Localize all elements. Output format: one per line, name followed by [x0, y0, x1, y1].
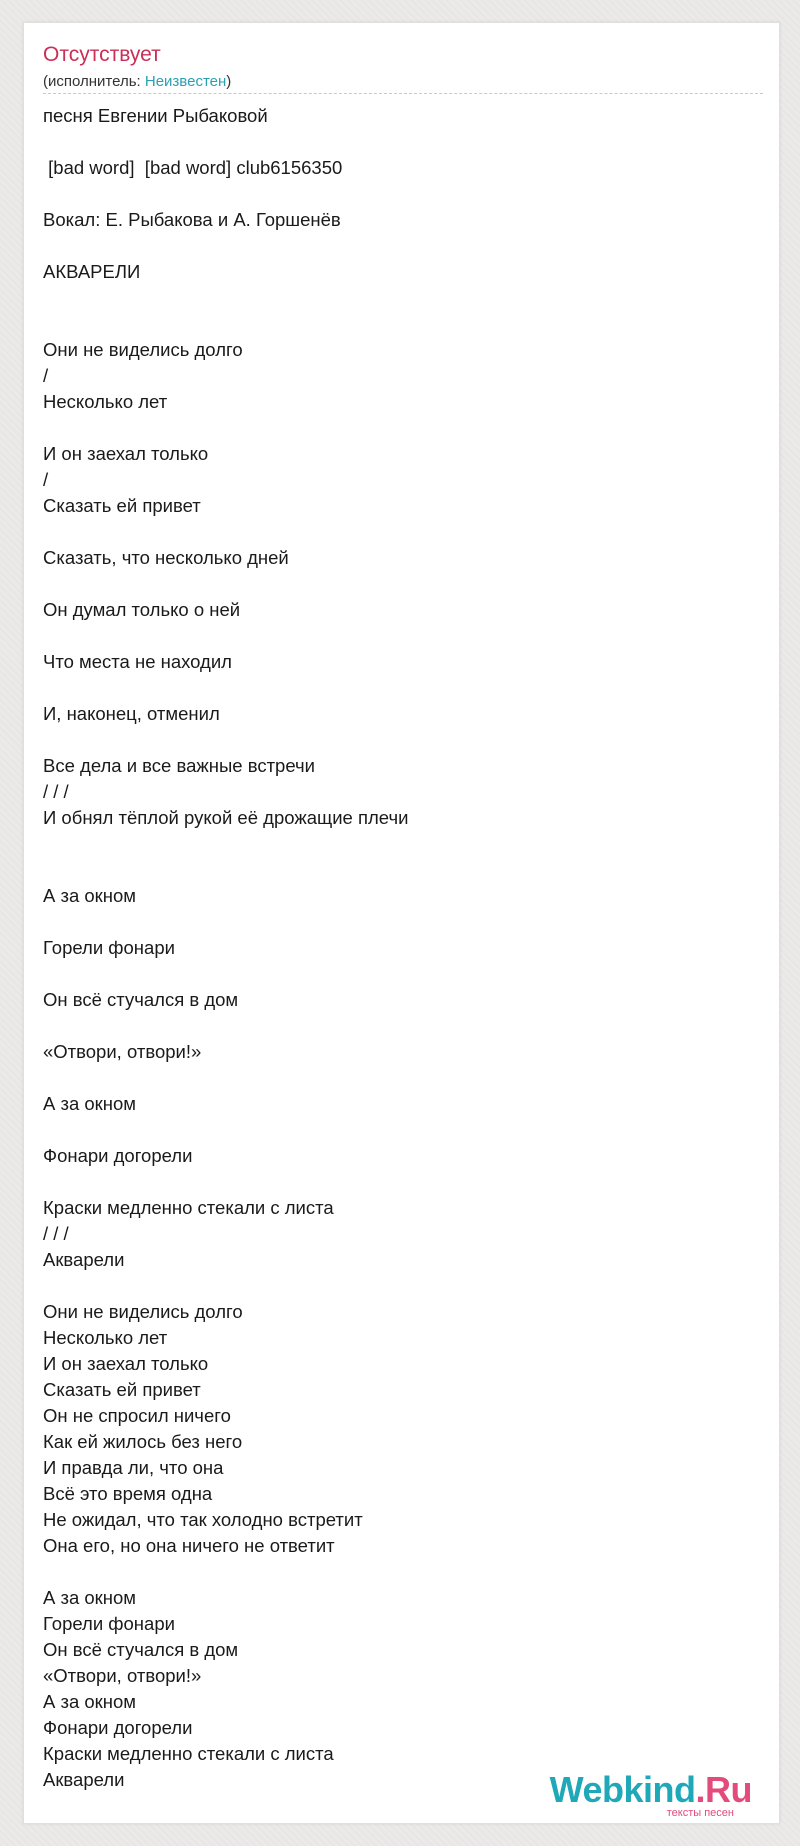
- lyric-line: / / /: [43, 781, 69, 802]
- site-logo[interactable]: [549, 1769, 780, 1820]
- lyric-line: /: [43, 365, 49, 386]
- lyric-line: [43, 1065, 763, 1091]
- lyric-line: Несколько лет: [43, 391, 168, 412]
- lyric-line: И, наконец, отменил: [43, 703, 220, 724]
- lyric-line: А за окном: [43, 885, 136, 906]
- lyric-line: Он всё стучался в дом: [43, 989, 239, 1010]
- lyric-line: Как ей жилось без него: [43, 1431, 243, 1452]
- lyric-line: [43, 1013, 763, 1039]
- lyric-line: Фонари догорели: [43, 1145, 193, 1166]
- lyric-line: Они не виделись долго: [43, 339, 243, 360]
- divider: [43, 93, 763, 94]
- lyric-line: Не ожидал, что так холодно встретит: [43, 1509, 363, 1530]
- lyric-line: Краски медленно стекали с листа: [43, 1197, 334, 1218]
- artist-line: [43, 73, 231, 90]
- lyric-line: Фонари догорели: [43, 1717, 193, 1738]
- logo-tagline: тексты песен: [666, 1807, 734, 1819]
- lyric-line: Несколько лет: [43, 1327, 168, 1348]
- lyric-line: [43, 1169, 763, 1195]
- lyric-line: Она его, но она ничего не ответит: [43, 1535, 335, 1556]
- lyric-line: [43, 857, 763, 883]
- lyric-line: [bad word] [bad word] club6156350: [43, 157, 343, 178]
- song-title: Отсутствует: [43, 43, 161, 66]
- lyric-line: [43, 285, 763, 311]
- lyric-line: Все дела и все важные встречи: [43, 755, 315, 776]
- lyric-line: И правда ли, что она: [43, 1457, 224, 1478]
- lyric-line: Что места не находил: [43, 651, 232, 672]
- lyric-line: И он заехал только: [43, 443, 209, 464]
- lyric-line: Краски медленно стекали с листа: [43, 1743, 334, 1764]
- lyric-line: [43, 831, 763, 857]
- lyric-line: [43, 727, 763, 753]
- lyric-line: Сказать ей привет: [43, 495, 201, 516]
- lyric-line: [43, 675, 763, 701]
- lyric-line: «Отвори, отвори!»: [43, 1665, 202, 1686]
- lyric-line: [43, 181, 763, 207]
- lyric-line: «Отвори, отвори!»: [43, 1041, 202, 1062]
- lyric-line: [43, 415, 763, 441]
- lyrics-text: [43, 103, 763, 1793]
- lyric-line: [43, 519, 763, 545]
- lyric-line: Сказать ей привет: [43, 1379, 201, 1400]
- lyric-line: [43, 909, 763, 935]
- lyric-line: [43, 961, 763, 987]
- lyric-line: [43, 1117, 763, 1143]
- lyric-line: А за окном: [43, 1691, 136, 1712]
- lyric-line: А за окном: [43, 1093, 136, 1114]
- lyric-line: Он думал только о ней: [43, 599, 241, 620]
- lyrics-card: [23, 22, 780, 1824]
- lyric-line: А за окном: [43, 1587, 136, 1608]
- lyric-line: [43, 1273, 763, 1299]
- lyric-line: /: [43, 469, 49, 490]
- artist-suffix: ): [226, 73, 232, 90]
- lyric-line: Всё это время одна: [43, 1483, 213, 1504]
- lyric-line: песня Евгении Рыбаковой: [43, 105, 268, 126]
- lyric-line: Акварели: [43, 1769, 125, 1790]
- artist-prefix: (исполнитель:: [43, 73, 145, 90]
- lyric-line: [43, 623, 763, 649]
- lyric-line: [43, 233, 763, 259]
- logo-wordmark: [550, 1770, 752, 1810]
- lyric-line: И он заехал только: [43, 1353, 209, 1374]
- lyric-line: Горели фонари: [43, 1613, 175, 1634]
- lyric-line: Вокал: Е. Рыбакова и А. Горшенёв: [43, 209, 341, 230]
- lyric-line: Горели фонари: [43, 937, 175, 958]
- logo-main-text: Webkind: [549, 1769, 696, 1810]
- lyric-line: / / /: [43, 1223, 69, 1244]
- logo-tld: .Ru: [695, 1769, 752, 1810]
- lyric-line: [43, 1559, 763, 1585]
- lyric-line: АКВАРЕЛИ: [43, 261, 141, 282]
- lyric-line: [43, 129, 763, 155]
- lyric-line: Они не виделись долго: [43, 1301, 243, 1322]
- lyric-line: [43, 571, 763, 597]
- lyric-line: Акварели: [43, 1249, 125, 1270]
- lyric-line: Он всё стучался в дом: [43, 1639, 239, 1660]
- lyric-line: Сказать, что несколько дней: [43, 547, 289, 568]
- lyric-line: Он не спросил ничего: [43, 1405, 231, 1426]
- artist-link[interactable]: Неизвестен: [144, 73, 227, 90]
- lyric-line: И обнял тёплой рукой её дрожащие плечи: [43, 807, 409, 828]
- lyric-line: [43, 311, 763, 337]
